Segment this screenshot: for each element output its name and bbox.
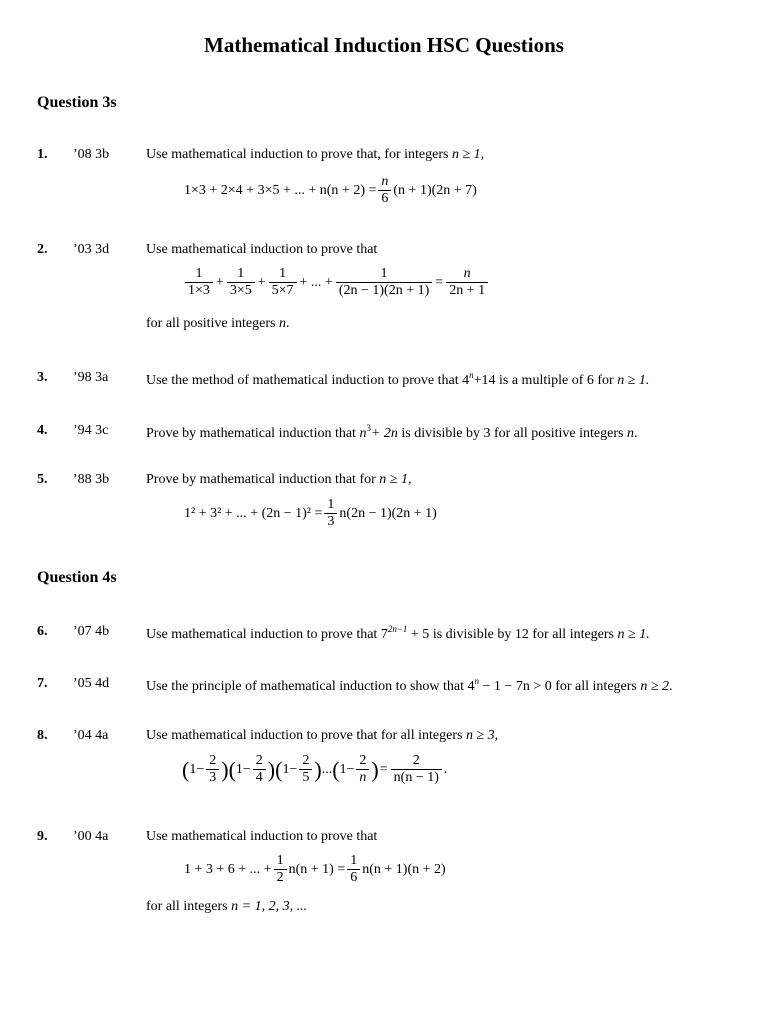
ellipsis: ... <box>321 761 333 777</box>
expr-rest: + 5 <box>410 627 430 642</box>
question-text <box>146 676 673 695</box>
fraction-denominator: n(n − 1) <box>391 769 442 786</box>
question-prompt: Use the method of mathematical induction to prove that <box>146 373 459 388</box>
expression <box>467 676 552 694</box>
condition: n <box>626 426 634 441</box>
plus-sign: + <box>215 274 224 290</box>
expr-base: 4 <box>467 679 475 694</box>
fraction-numerator: 1 <box>279 266 287 281</box>
fraction-denominator: 5 <box>299 769 312 786</box>
formula-q5 <box>184 497 437 530</box>
expr-exponent: n <box>474 676 480 686</box>
right-paren: ) <box>267 756 276 782</box>
expression <box>380 624 430 642</box>
question-reference: ’03 3d <box>73 242 110 257</box>
fraction <box>299 753 312 786</box>
question-reference: ’98 3a <box>73 370 109 385</box>
condition: n ≥ 1, <box>451 147 485 162</box>
expr-base: n <box>359 426 367 441</box>
period: . <box>285 316 290 331</box>
right-paren: ) <box>221 756 229 782</box>
question-reference: ’00 4a <box>73 829 109 844</box>
fraction-denominator: 1×3 <box>185 282 213 299</box>
left-paren: ( <box>228 756 236 782</box>
question-number: 1. <box>37 147 48 162</box>
fraction <box>253 753 266 786</box>
expression <box>359 423 398 441</box>
fraction <box>336 266 432 299</box>
fraction-numerator: 1 <box>327 497 335 512</box>
formula-lhs: 1×3 + 2×4 + 3×5 + ... + n(n + 2) = <box>184 182 377 198</box>
condition: n ≥ 1. <box>617 627 650 642</box>
fraction <box>356 753 369 786</box>
fraction-numerator: 2 <box>255 753 263 768</box>
fraction-numerator: n <box>463 266 471 281</box>
question-number: 6. <box>37 624 48 639</box>
one: 1− <box>189 761 205 777</box>
variable: n <box>278 316 286 331</box>
expr-base: 4 <box>462 373 470 388</box>
expr-rest: +14 <box>473 373 496 388</box>
question-number: 4. <box>37 423 48 438</box>
condition: n ≥ 1. <box>617 373 650 388</box>
one: 1− <box>235 761 251 777</box>
fraction-denominator: 2 <box>274 869 287 886</box>
formula-q9 <box>184 853 446 886</box>
expr-exponent: 2n−1 <box>387 624 408 634</box>
question-number: 9. <box>37 829 48 844</box>
fraction <box>227 266 255 299</box>
one: 1− <box>339 761 355 777</box>
page-title: Mathematical Induction HSC Questions <box>204 33 564 57</box>
question-number: 2. <box>37 242 48 257</box>
question-number: 5. <box>37 472 48 487</box>
one: 1− <box>282 761 298 777</box>
fraction-denominator: n <box>356 769 369 786</box>
question-reference: ’04 4a <box>73 728 109 743</box>
fraction <box>347 853 360 886</box>
condition: n ≥ 1, <box>379 472 412 487</box>
question-text <box>146 472 411 488</box>
question-prompt: Use mathematical induction to prove that, for integers <box>146 147 449 162</box>
left-paren: ( <box>332 756 340 782</box>
question-number: 8. <box>37 728 48 743</box>
fraction-numerator: 2 <box>412 753 420 768</box>
equals-sign: = <box>435 274 444 290</box>
fraction-numerator: 1 <box>237 266 245 281</box>
fraction <box>324 497 337 530</box>
expr-rest: − 1 − 7n > 0 <box>482 679 552 694</box>
right-paren: ) <box>314 756 322 782</box>
fraction <box>378 174 391 207</box>
fraction <box>274 853 287 886</box>
question-reference: ’08 3b <box>73 147 110 162</box>
period: . <box>443 761 448 777</box>
question-reference: ’88 3b <box>73 472 110 487</box>
formula-q2 <box>183 266 490 299</box>
question-prompt: Use the principle of mathematical induction to show that <box>146 679 465 694</box>
fraction-denominator: 6 <box>378 190 391 207</box>
formula-lhs: 1² + 3² + ... + (2n − 1)² = <box>184 505 323 521</box>
question-text <box>146 370 649 389</box>
formula-rhs: n(2n − 1)(2n + 1) <box>339 505 437 521</box>
question-reference: ’07 4b <box>73 624 110 639</box>
fraction-denominator: 3 <box>324 513 337 530</box>
question-prompt-b: for all integers <box>555 679 637 694</box>
section-heading: Question 3s <box>37 94 117 111</box>
fraction <box>446 266 488 299</box>
variable: n = 1, 2, 3, ... <box>231 899 308 914</box>
expr-base: 7 <box>380 627 388 642</box>
formula-rhs: (n + 1)(2n + 7) <box>393 182 477 198</box>
fraction-numerator: 2 <box>209 753 217 768</box>
left-paren: ( <box>275 756 283 782</box>
period: . <box>669 679 673 694</box>
question-number: 7. <box>37 676 48 691</box>
question-prompt-b: is a multiple of 6 for <box>499 373 614 388</box>
fraction-denominator: 4 <box>253 769 266 786</box>
fraction-numerator: 2 <box>359 753 367 768</box>
condition: n ≥ 2 <box>640 679 670 694</box>
condition: n ≥ 3, <box>465 728 499 743</box>
question-prompt-b: is divisible by 3 for all positive integers <box>401 426 624 441</box>
question-prompt: Prove by mathematical induction that for <box>146 472 376 487</box>
period: . <box>633 426 638 441</box>
after-text: for all positive integers <box>146 316 276 331</box>
fraction-denominator: 6 <box>347 869 360 886</box>
ellipsis-terms: + ... + <box>299 274 333 290</box>
question-text <box>146 728 498 744</box>
question-text: Use mathematical induction to prove that <box>146 829 378 844</box>
expr-exponent: n <box>469 370 474 380</box>
fraction-denominator: 2n + 1 <box>446 282 488 299</box>
fraction <box>206 753 219 786</box>
question-text <box>146 423 637 442</box>
equals-sign: = <box>379 761 388 777</box>
expression <box>462 370 496 388</box>
question-text <box>146 147 484 163</box>
formula-q1 <box>184 174 477 207</box>
fraction <box>391 753 442 786</box>
fraction-numerator: 2 <box>302 753 310 768</box>
section-heading: Question 4s <box>37 569 117 586</box>
question-text <box>146 624 650 643</box>
question-text: Use mathematical induction to prove that <box>146 242 378 257</box>
fraction-numerator: 1 <box>276 853 284 868</box>
fraction-denominator: (2n − 1)(2n + 1) <box>336 282 432 299</box>
fraction-numerator: n <box>381 174 389 189</box>
question-number: 3. <box>37 370 48 385</box>
after-text: for all integers <box>146 899 228 914</box>
fraction-denominator: 5×7 <box>269 282 297 299</box>
expr-rest: + 2n <box>370 426 398 441</box>
formula-lhs: 1 + 3 + 6 + ... + <box>184 861 272 877</box>
question-text-after <box>146 899 307 915</box>
formula-mid: n(n + 1) = <box>288 861 346 877</box>
fraction-numerator: 1 <box>195 266 203 281</box>
question-prompt: Use mathematical induction to prove that <box>146 627 378 642</box>
fraction-denominator: 3×5 <box>227 282 255 299</box>
expr-exponent: 3 <box>366 423 371 433</box>
fraction-denominator: 3 <box>206 769 219 786</box>
fraction-numerator: 1 <box>350 853 358 868</box>
left-paren: ( <box>182 756 190 782</box>
question-reference: ’05 4d <box>73 676 110 691</box>
question-prompt-b: is divisible by 12 for all integers <box>432 627 615 642</box>
question-prompt: Use mathematical induction to prove that for all integers <box>146 728 463 743</box>
formula-rhs: n(n + 1)(n + 2) <box>362 861 446 877</box>
fraction <box>185 266 213 299</box>
fraction-numerator: 1 <box>380 266 388 281</box>
plus-sign: + <box>257 274 266 290</box>
fraction <box>269 266 297 299</box>
formula-q8 <box>182 753 447 786</box>
question-prompt: Prove by mathematical induction that <box>146 426 356 441</box>
right-paren: ) <box>371 756 379 782</box>
question-reference: ’94 3c <box>73 423 109 438</box>
question-text-after <box>146 316 289 332</box>
